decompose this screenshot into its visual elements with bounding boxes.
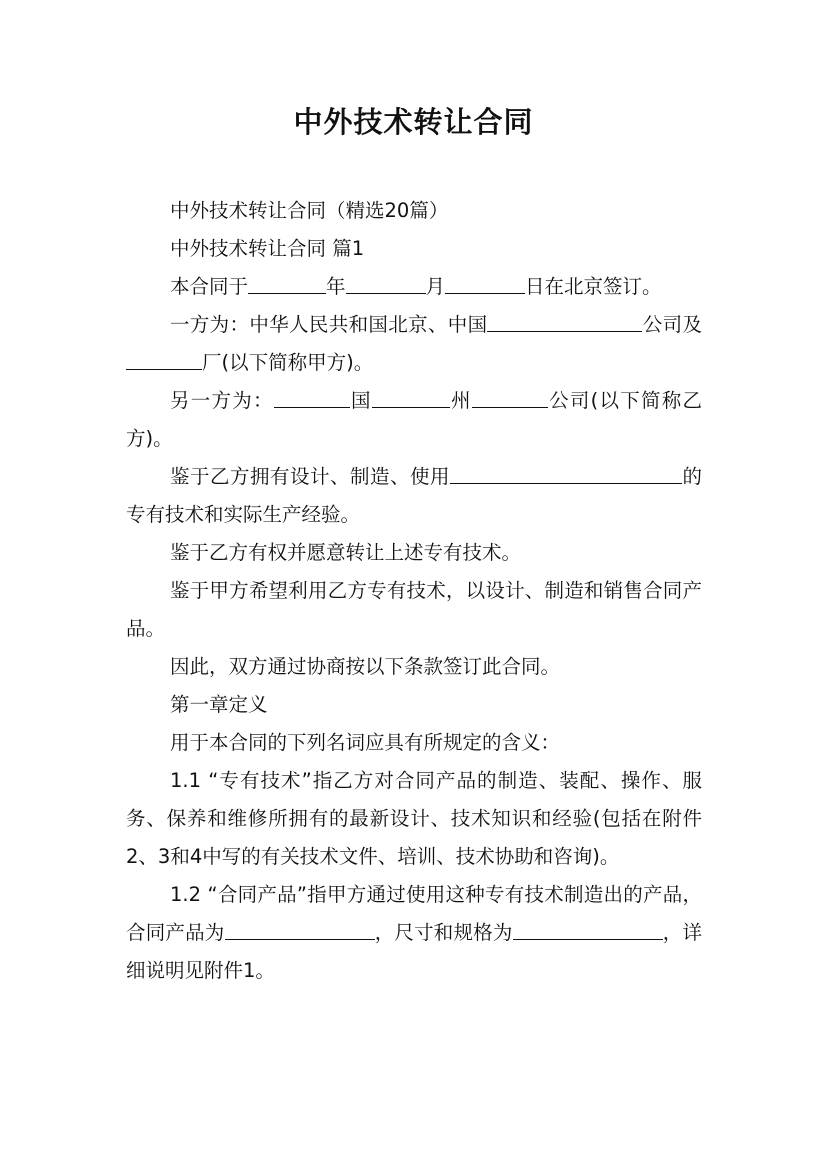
- document-title: 中外技术转让合同: [293, 105, 534, 139]
- paragraph-party-b: 另一方为： 国 州 公司(以下简称乙方)。: [126, 389, 702, 450]
- document-body: [126, 192, 702, 990]
- blank-spec-field: [513, 919, 663, 940]
- chapter-heading: 第一章定义: [170, 693, 268, 716]
- subtitle: 中外技术转让合同（精选20篇）: [170, 199, 449, 222]
- blank-day-field: [445, 273, 525, 294]
- paragraph-whereas-1: 鉴于乙方拥有设计、制造、使用 的专有技术和实际生产经验。: [126, 465, 702, 526]
- paragraph-whereas-3: 鉴于甲方希望利用乙方专有技术，以设计、制造和销售合同产品。: [126, 579, 702, 640]
- blank-product-field: [225, 919, 375, 940]
- paragraph-whereas-2: 鉴于乙方有权并愿意转让上述专有技术。: [170, 541, 522, 564]
- blank-factory-field: [126, 349, 202, 370]
- blank-month-field: [346, 273, 426, 294]
- blank-technology-field: [450, 463, 682, 484]
- blank-country-field: [274, 387, 350, 408]
- blank-company-field: [487, 311, 642, 332]
- blank-state-field: [372, 387, 450, 408]
- clause-1-2: 1.2 “合同产品”指甲方通过使用这种专有技术制造出的产品，合同产品为 ，尺寸和规格为 ，详细说明见附件1。: [126, 883, 702, 982]
- blank-year-field: [248, 273, 326, 294]
- definitions-intro: 用于本合同的下列名词应具有所规定的含义：: [170, 731, 561, 754]
- blank-company-b-field: [472, 387, 548, 408]
- clause-1-1: 1.1 “专有技术”指乙方对合同产品的制造、装配、操作、服务、保养和维修所拥有的最新设计、技术知识和经验(包括在附件2、3和4中写的有关技术文件、培训、技术协助和咨询)。: [126, 769, 702, 868]
- paragraph-party-a: 一方为：中华人民共和国北京、中国 公司及厂(以下简称甲方)。: [126, 306, 702, 382]
- section-heading: 中外技术转让合同 篇1: [170, 237, 365, 260]
- paragraph-therefore: 因此，双方通过协商按以下条款签订此合同。: [170, 655, 561, 678]
- paragraph-signing: 本合同于 年 月 日在北京签订。: [170, 275, 662, 298]
